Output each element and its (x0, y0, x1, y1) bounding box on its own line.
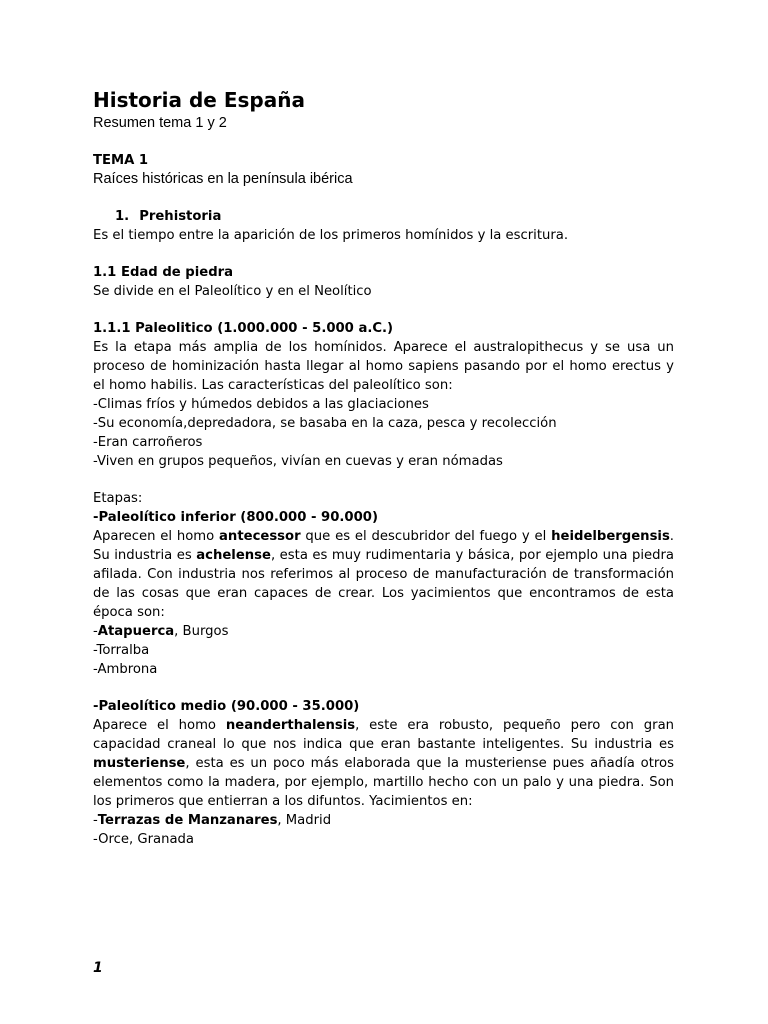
text-run: . Su industria es (93, 529, 674, 563)
section-1-1-heading: 1.1 Edad de piedra (93, 265, 234, 280)
paleolitico-inferior-heading: -Paleolítico inferior (800.000 - 90.000) (93, 510, 378, 525)
tema-label: TEMA 1 (93, 153, 149, 168)
bold-term: Atapuerca (97, 624, 175, 639)
list-item: -Eran carroñeros (93, 435, 203, 450)
text-run: Aparece el homo (93, 718, 226, 733)
section-1-1-1-text: Es la etapa más amplia de los homínidos. Aparece el australopithecus y se usa un proceso de hominización hasta llegar al homo sapiens pasando por el homo erectus y el homo habilis. Las características del paleolítico son: (93, 340, 674, 393)
bold-term: antecessor (219, 529, 301, 544)
bold-term: musteriense (93, 756, 186, 771)
etapas-label: Etapas: (93, 491, 143, 506)
list-item: -Terrazas de Manzanares, Madrid (93, 813, 332, 828)
document-subtitle: Resumen tema 1 y 2 (93, 115, 227, 131)
bold-term: achelense (196, 548, 271, 563)
section-1-1-1-heading: 1.1.1 Paleolitico (1.000.000 - 5.000 a.C.) (93, 321, 394, 336)
section-1-1-text: Se divide en el Paleolítico y en el Neolítico (93, 284, 372, 299)
list-item: -Orce, Granada (93, 832, 194, 847)
list-item: -Su economía,depredadora, se basaba en la caza, pesca y recolección (93, 416, 557, 431)
document-body (93, 86, 674, 849)
tema-subtitle: Raíces históricas en la península ibérica (93, 171, 353, 187)
page-number: 1 (93, 960, 103, 976)
text-run: Aparecen el homo (93, 529, 220, 544)
list-item: -Atapuerca, Burgos (93, 624, 229, 639)
paleolitico-medio-text (93, 716, 674, 811)
text-run: que es el descubridor del fuego y el (300, 529, 552, 544)
text-run: , esta es muy rudimentaria y básica, por ejemplo una piedra afilada. Con industria nos referimos al proceso de manufacturación de transformación de las cosas que eran capaces de crear. Los yacimientos que encontramos de esta época son: (93, 548, 674, 620)
paleolitico-inferior-text (93, 527, 674, 622)
section-1-title: Prehistoria (139, 209, 222, 224)
text-run: , este era robusto, pequeño pero con gran capacidad craneal lo que nos indica que eran bastante inteligentes. Su industria es (93, 718, 675, 752)
list-item: -Climas fríos y húmedos debidos a las glaciaciones (93, 397, 429, 412)
document-title: Historia de España (93, 88, 305, 112)
bold-term: Terrazas de Manzanares (97, 813, 278, 828)
text-run: , esta es un poco más elaborada que la musteriense pues añadía otros elementos como la madera, por ejemplo, martillo hecho con un palo y una piedra. Son los primeros que entierran a los difuntos. Yacimientos en: (93, 756, 674, 809)
list-item: -Ambrona (93, 662, 158, 677)
section-1-number: 1. (115, 209, 130, 224)
section-1-heading (93, 207, 674, 226)
list-item: -Viven en grupos pequeños, vivían en cuevas y eran nómadas (93, 454, 503, 469)
section-1-text: Es el tiempo entre la aparición de los primeros homínidos y la escritura. (93, 228, 569, 243)
paleolitico-medio-heading: -Paleolítico medio (90.000 - 35.000) (93, 699, 360, 714)
text-run: , Burgos (174, 624, 229, 639)
list-item: -Torralba (93, 643, 150, 658)
text-run: , Madrid (277, 813, 332, 828)
bold-term: neanderthalensis (225, 718, 356, 733)
bold-term: heidelbergensis (551, 529, 670, 544)
